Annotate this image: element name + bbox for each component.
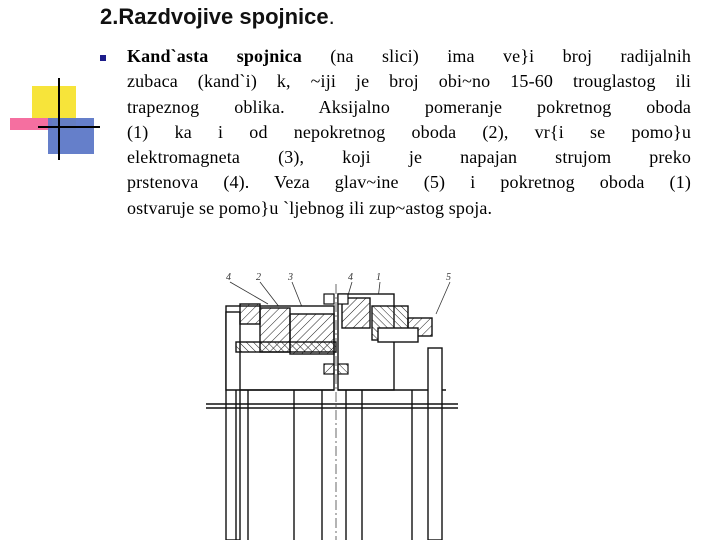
label-2: 2 [256, 272, 261, 283]
paragraph-line-5: elektromagneta (3), koji je napajan strujom preko [127, 147, 691, 168]
shaft-lines [206, 390, 458, 540]
description-paragraph [127, 44, 691, 221]
blue-square [48, 118, 94, 154]
paragraph-line-2: zubaca (kand`i) k, ~iji je broj obi~no 15-60 trouglastog ili [127, 71, 691, 92]
paragraph-line-1-text: (na slici) ima ve}i broj radijalnih [301, 46, 692, 66]
bullet-square-icon [100, 55, 106, 61]
paragraph-line-3: trapeznog oblika. Aksijalno pomeranje pokretnog oboda [127, 96, 691, 117]
slide-title-main: 2.Razdvojive spojnice [100, 4, 329, 29]
pink-bar [10, 118, 52, 130]
coupling-technical-drawing [196, 264, 466, 540]
coupling-name: Kand`asta spojnica [127, 46, 302, 66]
paragraph-line-7: ostvaruje se pomo}u `ljebnog ili zup~astog spoja. [127, 197, 493, 218]
paragraph-line-6: prstenova (4). Veza glav~ine (5) i pokretnog oboda (1) [127, 172, 691, 193]
paragraph-line-4: (1) ka i od nepokretnog oboda (2), vr{i se pomo}u [127, 121, 691, 142]
label-5: 5 [446, 272, 451, 283]
slide-title-period: . [328, 4, 335, 29]
label-1: 1 [376, 272, 381, 283]
paragraph-line-1 [127, 44, 691, 69]
left-half-body [226, 304, 336, 540]
slide-title [100, 4, 335, 30]
right-half-body [338, 294, 446, 540]
label-4-left: 4 [226, 272, 231, 283]
label-3: 3 [288, 272, 293, 283]
horizontal-rule-line [38, 126, 100, 128]
label-4-right: 4 [348, 272, 353, 283]
vertical-rule-line [58, 78, 60, 160]
